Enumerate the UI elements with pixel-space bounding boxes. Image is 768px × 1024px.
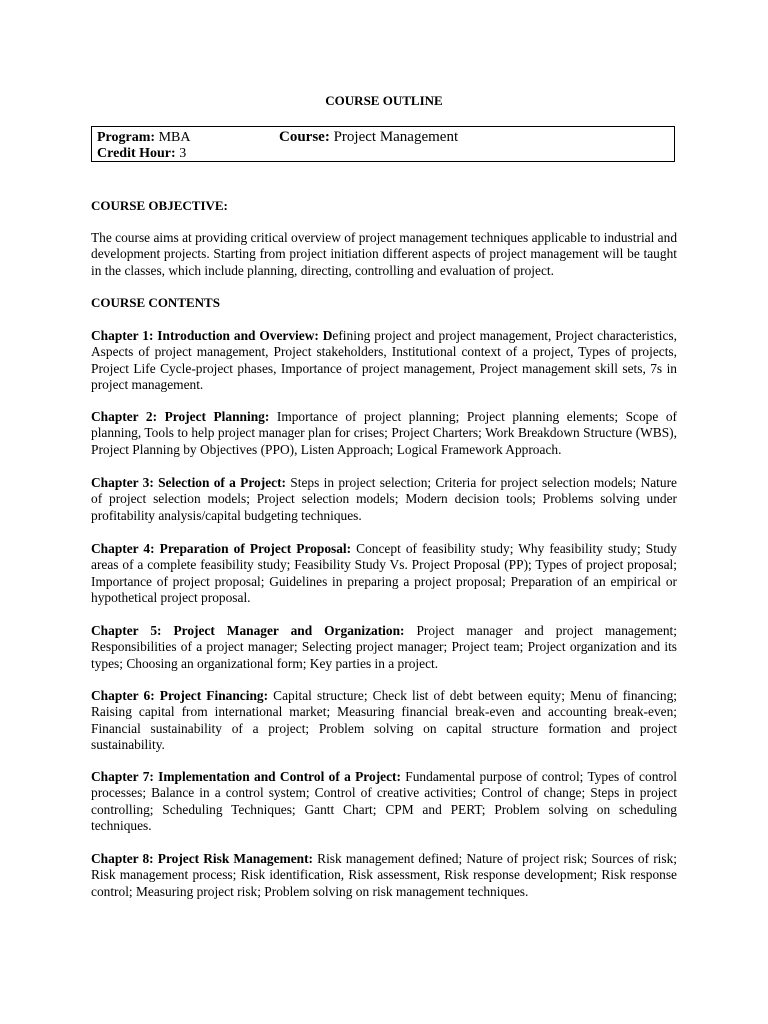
chapter-title: Chapter 2: Project Planning: [91,409,270,424]
chapter-2 [91,409,677,458]
chapter-title: Chapter 1: Introduction and Overview: D [91,328,333,343]
credit-hour-label: Credit Hour: [97,146,176,161]
chapter-title: Chapter 3: Selection of a Project: [91,475,287,490]
course-value: Project Management [333,129,459,145]
chapter-1 [91,328,677,393]
credit-hour-line [97,145,186,162]
course-contents-heading: COURSE CONTENTS [91,295,220,310]
chapter-text: Project manager and project management; Responsibilities of a project manager; Selecting project manager; Project team; Project organization and its types; Choosing an organizational form; Key parties in a project. [91,623,677,671]
chapter-title: Chapter 5: Project Manager and Organization: [91,623,405,638]
course-objective-text: The course aims at providing critical overview of project management techniques applicable to industrial and development projects. Starting from project initiation different aspects of project management will be taught in the classes, which include planning, directing, controlling and evaluation of project. [91,230,678,278]
program-line [97,129,190,146]
chapter-title: Chapter 7: Implementation and Control of a Project: [91,769,401,784]
credit-hour-value: 3 [179,146,187,161]
course-label: Course: [279,129,330,145]
chapter-text: Capital structure; Check list of debt between equity; Menu of financing; Raising capital from international market; Measuring financial break-even and accounting break-even; Financial sustainability of a project; Problem solving on capital structure formation and project sustainability. [91,688,677,752]
chapter-6 [91,688,677,753]
page-title: COURSE OUTLINE [325,93,443,108]
chapter-7 [91,769,677,834]
chapter-5 [91,623,677,672]
chapter-text: efining project and project management, Project characteristics, Aspects of project management, Project stakeholders, Institutional context of a project, Types of projects, Project Life Cycle-project phases, Importance of project management, Project management skill sets, 7s in project management. [91,328,677,392]
chapter-text: Fundamental purpose of control; Types of control processes; Balance in a control system; Control of creative activities; Control of change; Steps in project controlling; Scheduling Techniques; Gantt Chart; CPM and PERT; Problem solving on scheduling techniques. [91,769,677,833]
program-label: Program: [97,130,156,145]
chapter-text: Concept of feasibility study; Why feasibility study; Study areas of a complete feasibility study; Feasibility Study Vs. Project Proposal (PP); Types of project proposal; Importance of project proposal; Guidelines in preparing a project proposal; Preparation of an empirical or hypothetical project proposal. [91,541,677,605]
chapter-text: Steps in project selection; Criteria for project selection models; Nature of project selection models; Project selection models; Modern decision tools; Problems solving under profitability analysis/capital budgeting techniques. [91,475,677,523]
chapter-title: Chapter 4: Preparation of Project Proposal: [91,541,352,556]
chapter-text: Importance of project planning; Project planning elements; Scope of planning, Tools to help project manager plan for crises; Project Charters; Work Breakdown Structure (WBS), Project Planning by Objectives (PPO), Listen Approach; Logical Framework Approach. [91,409,677,457]
course-line [279,128,458,146]
chapter-8 [91,851,677,900]
program-value: MBA [158,130,191,145]
course-info-box [91,126,675,162]
chapter-title: Chapter 8: Project Risk Management: [91,851,314,866]
chapter-4 [91,541,677,606]
chapter-title: Chapter 6: Project Financing: [91,688,269,703]
course-objective-heading: COURSE OBJECTIVE: [91,198,228,213]
chapter-text: Risk management defined; Nature of project risk; Sources of risk; Risk management process; Risk identification, Risk assessment, Risk response development; Risk response control; Measuring project risk; Problem solving on risk management techniques. [91,851,677,899]
chapter-3 [91,475,677,524]
